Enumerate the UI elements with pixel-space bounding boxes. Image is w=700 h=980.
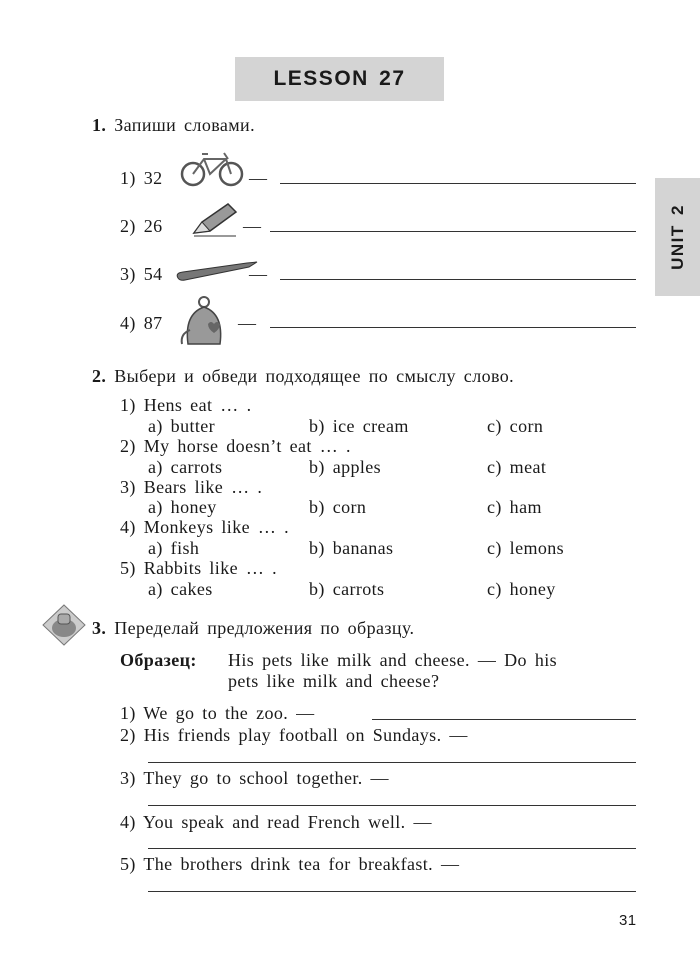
ex1-item-4: 4) 87 (120, 313, 163, 333)
option-a[interactable]: a) carrots (148, 457, 223, 477)
dash: — (249, 264, 268, 284)
option-c[interactable]: c) ham (487, 497, 542, 517)
option-b[interactable]: b) carrots (309, 579, 385, 599)
answer-line-1[interactable] (280, 183, 636, 184)
option-c[interactable]: c) lemons (487, 538, 565, 558)
answer-line[interactable] (148, 762, 636, 763)
option-c[interactable]: c) honey (487, 579, 556, 599)
answer-line[interactable] (148, 805, 636, 806)
option-b[interactable]: b) bananas (309, 538, 394, 558)
page-number: 31 (619, 912, 637, 929)
sample-label: Образец: (120, 650, 197, 670)
sample-text-line-2: pets like milk and cheese? (228, 671, 440, 691)
dash: — (243, 216, 262, 236)
sample-text-line-1: His pets like milk and cheese. — Do his (228, 650, 558, 670)
answer-line-4[interactable] (270, 327, 636, 328)
dash: — (249, 168, 268, 188)
exercise-3-heading: 3. Переделай предложения по образцу. (92, 618, 415, 638)
answer-line[interactable] (372, 719, 636, 720)
dash: — (238, 313, 257, 333)
option-a[interactable]: a) honey (148, 497, 217, 517)
answer-line[interactable] (148, 848, 636, 849)
sentence-2: 2) His friends play football on Sundays. — (120, 725, 468, 745)
pencil-icon (190, 200, 240, 240)
question-3: 3) Bears like … . (120, 477, 263, 497)
option-b[interactable]: b) ice cream (309, 416, 409, 436)
exercise-2-heading: 2. Выбери и обведи подходящее по смыслу слово. (92, 366, 515, 386)
ex1-item-1: 1) 32 (120, 168, 163, 188)
option-a[interactable]: a) butter (148, 416, 216, 436)
question-4: 4) Monkeys like … . (120, 517, 290, 537)
answer-line-2[interactable] (270, 231, 636, 232)
option-b[interactable]: b) corn (309, 497, 367, 517)
option-a[interactable]: a) fish (148, 538, 200, 558)
sentence-3: 3) They go to school together. — (120, 768, 389, 788)
question-5: 5) Rabbits like … . (120, 558, 278, 578)
unit-label: UNIT 2 (667, 204, 687, 270)
unit-tab (655, 178, 700, 296)
ex1-item-2: 2) 26 (120, 216, 163, 236)
sentence-5: 5) The brothers drink tea for breakfast. — (120, 854, 460, 874)
sentence-1: 1) We go to the zoo. — (120, 703, 315, 723)
sentence-4: 4) You speak and read French well. — (120, 812, 432, 832)
answer-line-3[interactable] (280, 279, 636, 280)
bicycle-icon (180, 149, 244, 189)
option-a[interactable]: a) cakes (148, 579, 213, 599)
exercise-number: 1. (92, 115, 107, 135)
option-c[interactable]: c) corn (487, 416, 544, 436)
exercise-1-heading (92, 115, 255, 135)
answer-line[interactable] (148, 891, 636, 892)
option-b[interactable]: b) apples (309, 457, 382, 477)
backpack-icon (178, 294, 234, 352)
pen-icon (175, 260, 260, 284)
question-1: 1) Hens eat … . (120, 395, 252, 415)
exercise-instruction: Запиши словами. (114, 115, 255, 135)
option-c[interactable]: c) meat (487, 457, 547, 477)
ex1-item-3: 3) 54 (120, 264, 163, 284)
question-2: 2) My horse doesn’t eat … . (120, 436, 351, 456)
task-marker-icon (42, 604, 86, 646)
lesson-title: LESSON 27 (235, 57, 444, 101)
